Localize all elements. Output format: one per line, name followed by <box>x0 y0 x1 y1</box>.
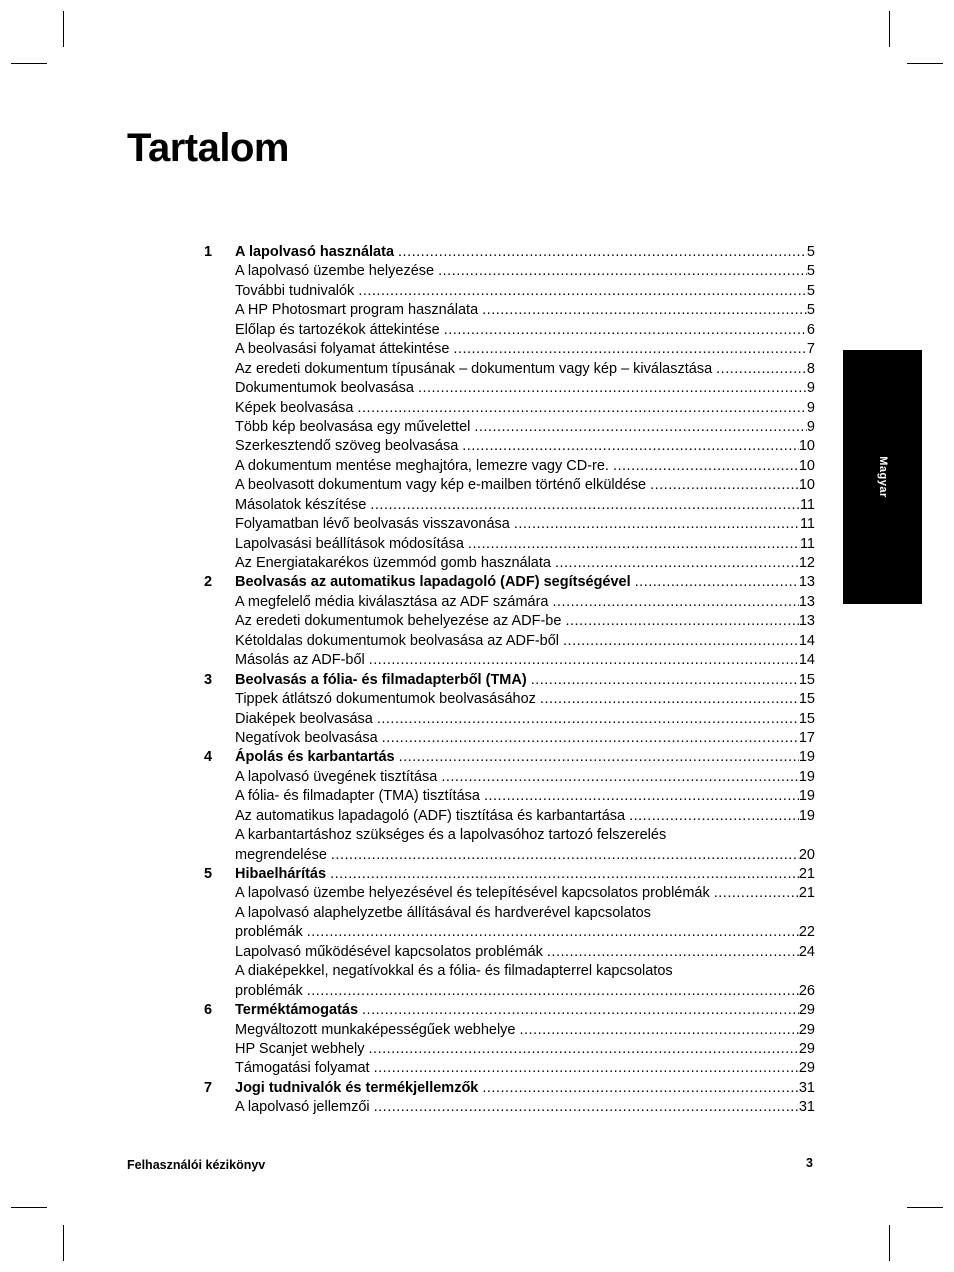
toc-dot-leader <box>358 1001 799 1020</box>
toc-entry <box>235 593 815 612</box>
footer-page-number: 3 <box>806 1156 813 1170</box>
toc-page-number: 19 <box>798 788 815 805</box>
toc-dot-leader <box>559 632 799 651</box>
toc-page-number: 15 <box>798 691 815 708</box>
toc-chapter-row[interactable] <box>204 748 815 767</box>
toc-chapter-number: 3 <box>204 671 213 688</box>
toc-page-number: 5 <box>806 282 815 299</box>
toc-page-number: 13 <box>798 574 815 591</box>
toc-dot-leader <box>625 807 799 826</box>
toc-dot-leader <box>646 476 799 495</box>
toc-entry-row[interactable] <box>204 632 815 651</box>
toc-entry-row[interactable] <box>204 360 815 379</box>
crop-mark-bottom-right-horizontal <box>907 1207 943 1208</box>
toc-page-number: 10 <box>798 457 815 474</box>
toc-entry-title: Jogi tudnivalók és termékjellemzők <box>235 1079 479 1096</box>
toc-entry-title: Az eredeti dokumentumok behelyezése az ADF-be <box>235 613 562 630</box>
toc-page-number: 31 <box>798 1079 815 1096</box>
crop-mark-bottom-right-vertical <box>889 1225 890 1261</box>
toc-entry-title: A fólia- és filmadapter (TMA) tisztítása <box>235 788 480 805</box>
toc-entry-title: A diaképekkel, negatívokkal és a fólia- és filmadapterrel kapcsolatos <box>235 963 673 980</box>
toc-dot-leader <box>303 982 799 1001</box>
toc-dot-leader <box>543 943 799 962</box>
toc-entry-title: Beolvasás a fólia- és filmadapterből (TMA) <box>235 671 527 688</box>
toc-entry-row[interactable] <box>204 923 815 942</box>
toc-page-number: 12 <box>798 555 815 571</box>
toc-entry-row[interactable] <box>204 340 815 359</box>
crop-mark-top-left-horizontal <box>11 63 47 64</box>
toc-page-number: 19 <box>798 768 815 785</box>
toc-dot-leader <box>478 301 807 320</box>
toc-entry <box>235 340 815 359</box>
toc-entry-title: Diaképek beolvasása <box>235 710 373 727</box>
toc-entry <box>235 301 815 320</box>
toc-entry <box>235 768 815 787</box>
toc-entry <box>235 573 815 592</box>
crop-mark-bottom-left-horizontal <box>11 1207 47 1208</box>
toc-entry-title: Ápolás és karbantartás <box>235 749 395 766</box>
language-tab-label: Magyar <box>876 456 889 498</box>
toc-page-number: 19 <box>798 749 815 766</box>
toc-entry-title: Szerkesztendő szöveg beolvasása <box>235 438 459 455</box>
toc-chapter-number: 7 <box>204 1079 213 1096</box>
toc-page-number: 11 <box>799 535 815 552</box>
toc-entry <box>235 243 815 262</box>
toc-dot-leader <box>365 1040 799 1059</box>
toc-entry-title: Terméktámogatás <box>235 1002 359 1019</box>
toc-entry-row[interactable] <box>204 399 815 418</box>
toc-entry <box>235 962 815 981</box>
toc-dot-leader <box>440 321 807 340</box>
toc-page-number: 5 <box>806 244 815 260</box>
toc-entry <box>235 457 815 476</box>
toc-entry-row[interactable] <box>204 710 815 729</box>
toc-dot-leader <box>510 515 800 534</box>
toc-dot-leader <box>326 865 799 884</box>
toc-entry <box>235 262 815 281</box>
toc-entry <box>235 651 815 670</box>
toc-page-number: 7 <box>806 341 815 358</box>
toc-dot-leader <box>394 243 807 262</box>
toc-entry-row[interactable] <box>204 729 815 748</box>
toc-chapter-row[interactable] <box>204 671 815 690</box>
toc-entry <box>235 437 815 456</box>
toc-page-number: 10 <box>798 438 815 455</box>
toc-page-number: 5 <box>806 302 815 319</box>
toc-entry-title: megrendelése <box>235 846 327 863</box>
toc-dot-leader <box>549 593 799 612</box>
toc-dot-leader <box>434 262 807 281</box>
toc-entry-row[interactable] <box>204 768 815 787</box>
toc-entry-row[interactable] <box>204 690 815 709</box>
language-side-tab <box>843 350 922 604</box>
toc-entry-row[interactable] <box>204 457 815 476</box>
crop-mark-top-right-horizontal <box>907 63 943 64</box>
toc-entry <box>235 1001 815 1020</box>
footer-manual-title: Felhasználói kézikönyv <box>127 1158 266 1172</box>
toc-entry-row[interactable] <box>204 476 815 495</box>
toc-entry <box>235 982 815 1001</box>
toc-entry-title: A lapolvasó használata <box>235 244 395 260</box>
toc-entry-title: Kétoldalas dokumentumok beolvasása az ADF-ből <box>235 632 560 649</box>
toc-entry-row[interactable] <box>204 321 815 340</box>
toc-entry <box>235 690 815 709</box>
toc-page-number: 20 <box>798 846 815 863</box>
toc-page-number: 8 <box>806 360 815 377</box>
toc-dot-leader <box>516 1021 799 1040</box>
toc-entry-row[interactable] <box>204 651 815 670</box>
toc-dot-leader <box>527 671 799 690</box>
toc-entry-title: Folyamatban lévő beolvasás visszavonása <box>235 516 510 533</box>
toc-entry-title: Dokumentumok beolvasása <box>235 380 414 397</box>
toc-entry <box>235 515 815 534</box>
toc-entry <box>235 282 815 301</box>
toc-entry <box>235 321 815 340</box>
toc-entry-title: Lapolvasó működésével kapcsolatos problémák <box>235 943 543 960</box>
toc-page-number: 13 <box>798 593 815 610</box>
toc-entry <box>235 884 815 903</box>
toc-entry <box>235 496 815 515</box>
toc-entry <box>235 612 815 631</box>
toc-dot-leader <box>370 1098 799 1117</box>
toc-dot-leader <box>354 282 807 301</box>
toc-chapter-number: 6 <box>204 1002 213 1019</box>
toc-entry-title: Negatívok beolvasása <box>235 729 378 746</box>
toc-entry-row[interactable] <box>204 826 815 845</box>
toc-entry-title: További tudnivalók <box>235 282 355 299</box>
toc-dot-leader <box>464 535 800 554</box>
toc-page-number: 17 <box>798 729 815 746</box>
toc-entry <box>235 904 815 923</box>
toc-dot-leader <box>712 360 807 379</box>
toc-page-number: 24 <box>798 943 815 960</box>
toc-entry-title: Előlap és tartozékok áttekintése <box>235 321 440 338</box>
toc-entry-title: Tippek átlátszó dokumentumok beolvasásához <box>235 691 536 708</box>
toc-page-number: 14 <box>798 652 815 669</box>
toc-dot-leader <box>449 340 807 359</box>
toc-dot-leader <box>370 1059 799 1078</box>
toc-chapter-number: 1 <box>204 244 213 260</box>
toc-entry-row[interactable] <box>204 612 815 631</box>
toc-page-number: 13 <box>798 613 815 630</box>
crop-mark-bottom-left-vertical <box>63 1225 64 1261</box>
toc-page-number: 29 <box>798 1040 815 1057</box>
toc-dot-leader <box>470 418 807 437</box>
toc-entry-row[interactable] <box>204 884 815 903</box>
toc-page-number: 29 <box>798 1021 815 1038</box>
toc-entry-title: HP Scanjet webhely <box>235 1040 365 1057</box>
toc-entry-row[interactable] <box>204 904 815 923</box>
toc-entry-title: A lapolvasó üvegének tisztítása <box>235 768 438 785</box>
toc-entry-title: problémák <box>235 924 303 941</box>
toc-dot-leader <box>478 1079 798 1098</box>
toc-entry-title: A karbantartáshoz szükséges és a lapolvasóhoz tartozó felszerelés <box>235 827 667 844</box>
toc-dot-leader <box>609 457 799 476</box>
toc-entry-row[interactable] <box>204 301 815 320</box>
toc-chapter-number: 4 <box>204 749 213 766</box>
toc-chapter-number: 2 <box>204 574 213 591</box>
toc-entry <box>235 632 815 651</box>
toc-chapter-row[interactable] <box>204 1001 815 1020</box>
toc-entry <box>235 671 815 690</box>
toc-entry <box>235 399 815 418</box>
toc-entry-title: Beolvasás az automatikus lapadagoló (ADF) segítségével <box>235 574 631 591</box>
toc-page-number: 29 <box>798 1002 815 1019</box>
toc-entry-row[interactable] <box>204 496 815 515</box>
toc-entry <box>235 418 815 437</box>
toc-dot-leader <box>458 437 799 456</box>
toc-entry-title: A dokumentum mentése meghajtóra, lemezre vagy CD-re. <box>235 457 609 474</box>
toc-entry-title: A beolvasott dokumentum vagy kép e-mailben történő elküldése <box>235 477 647 494</box>
toc-entry-row[interactable] <box>204 554 815 573</box>
toc-chapter-number: 5 <box>204 866 213 882</box>
toc-entry-row[interactable] <box>204 1021 815 1040</box>
toc-entry-row[interactable] <box>204 787 815 806</box>
toc-page-number: 26 <box>798 982 815 999</box>
toc-entry-title: Hibaelhárítás <box>235 866 327 882</box>
toc-entry <box>235 729 815 748</box>
toc-entry <box>235 535 815 554</box>
toc-page-number: 9 <box>806 380 815 397</box>
toc-entry-row[interactable] <box>204 418 815 437</box>
toc-page-number: 14 <box>798 632 815 649</box>
toc-entry-title: Az Energiatakarékos üzemmód gomb használata <box>235 555 551 571</box>
toc-entry <box>235 923 815 942</box>
toc-entry <box>235 379 815 398</box>
toc-entry <box>235 826 815 845</box>
toc-entry-title: Támogatási folyamat <box>235 1060 370 1077</box>
toc-entry-row[interactable] <box>204 1059 815 1078</box>
toc-entry <box>235 943 815 962</box>
toc-entry-row[interactable] <box>204 262 815 281</box>
toc-entry-title: Másolatok készítése <box>235 496 367 513</box>
toc-entry <box>235 1059 815 1078</box>
toc-dot-leader <box>378 729 799 748</box>
table-of-contents <box>204 243 815 1118</box>
toc-page-number: 21 <box>798 885 815 902</box>
toc-entry <box>235 1040 815 1059</box>
toc-page-number: 11 <box>799 516 815 533</box>
toc-dot-leader <box>373 710 799 729</box>
toc-entry <box>235 1021 815 1040</box>
toc-page-number: 9 <box>806 418 815 435</box>
toc-entry-row[interactable] <box>204 1098 815 1117</box>
toc-chapter-row[interactable] <box>204 1079 815 1098</box>
toc-entry-title: Több kép beolvasása egy művelettel <box>235 418 471 435</box>
toc-entry-title: A lapolvasó alaphelyzetbe állításával és hardverével kapcsolatos <box>235 904 651 921</box>
toc-entry-title: problémák <box>235 982 303 999</box>
toc-entry-row[interactable] <box>204 282 815 301</box>
toc-dot-leader <box>395 748 799 767</box>
toc-entry-title: A lapolvasó üzembe helyezésével és telepítésével kapcsolatos problémák <box>235 885 710 902</box>
toc-dot-leader <box>303 923 799 942</box>
toc-entry <box>235 710 815 729</box>
toc-entry-row[interactable] <box>204 379 815 398</box>
toc-page-number: 5 <box>806 263 815 280</box>
toc-page-number: 19 <box>798 807 815 824</box>
toc-entry-row[interactable] <box>204 846 815 865</box>
toc-dot-leader <box>551 554 799 573</box>
toc-entry-title: Az automatikus lapadagoló (ADF) tisztítása és karbantartása <box>235 807 626 824</box>
toc-page-number: 15 <box>798 710 815 727</box>
toc-entry-title: Az eredeti dokumentum típusának – dokumentum vagy kép – kiválasztása <box>235 360 713 377</box>
toc-dot-leader <box>366 496 800 515</box>
toc-entry <box>235 360 815 379</box>
toc-entry-row[interactable] <box>204 593 815 612</box>
toc-entry <box>235 787 815 806</box>
toc-dot-leader <box>354 399 807 418</box>
toc-dot-leader <box>536 690 799 709</box>
toc-page-number: 6 <box>806 321 815 338</box>
toc-dot-leader <box>561 612 798 631</box>
toc-entry <box>235 476 815 495</box>
toc-entry-title: Másolás az ADF-ből <box>235 652 365 669</box>
toc-dot-leader <box>710 884 799 903</box>
crop-mark-top-left-vertical <box>63 11 64 47</box>
toc-page-number: 21 <box>798 866 815 882</box>
toc-entry-row[interactable] <box>204 807 815 826</box>
toc-entry-title: Képek beolvasása <box>235 399 354 416</box>
toc-entry <box>235 846 815 865</box>
toc-page-number: 15 <box>798 671 815 688</box>
toc-page-number: 11 <box>799 496 815 513</box>
toc-dot-leader <box>631 573 799 592</box>
toc-page-number: 29 <box>798 1060 815 1077</box>
toc-page-number: 31 <box>798 1099 815 1116</box>
crop-mark-top-right-vertical <box>889 11 890 47</box>
toc-entry <box>235 748 815 767</box>
toc-page-number: 10 <box>798 477 815 494</box>
toc-entry-row[interactable] <box>204 437 815 456</box>
toc-entry-row[interactable] <box>204 982 815 1001</box>
toc-entry-title: A lapolvasó jellemzői <box>235 1099 370 1116</box>
toc-entry-title: A HP Photosmart program használata <box>235 302 479 319</box>
toc-dot-leader <box>414 379 807 398</box>
toc-page-number: 9 <box>806 399 815 416</box>
toc-chapter-row[interactable] <box>204 573 815 592</box>
toc-dot-leader <box>437 768 799 787</box>
toc-entry-row[interactable] <box>204 1040 815 1059</box>
page-title: Tartalom <box>127 126 289 170</box>
toc-entry <box>235 1098 815 1117</box>
toc-entry-title: A beolvasási folyamat áttekintése <box>235 341 450 358</box>
toc-entry-title: Megváltozott munkaképességűek webhelye <box>235 1021 516 1038</box>
toc-entry <box>235 554 815 573</box>
toc-dot-leader <box>327 846 799 865</box>
toc-dot-leader <box>480 787 799 806</box>
toc-entry <box>235 865 815 884</box>
toc-entry-title: Lapolvasási beállítások módosítása <box>235 535 464 552</box>
toc-chapter-row[interactable] <box>204 865 815 884</box>
toc-entry-row[interactable] <box>204 962 815 981</box>
toc-dot-leader <box>365 651 799 670</box>
toc-entry-title: A lapolvasó üzembe helyezése <box>235 263 435 280</box>
toc-entry <box>235 1079 815 1098</box>
toc-entry <box>235 807 815 826</box>
toc-entry-row[interactable] <box>204 515 815 534</box>
toc-page-number: 22 <box>798 924 815 941</box>
toc-entry-row[interactable] <box>204 943 815 962</box>
toc-chapter-row[interactable] <box>204 243 815 262</box>
toc-entry-title: A megfelelő média kiválasztása az ADF számára <box>235 593 549 610</box>
toc-entry-row[interactable] <box>204 535 815 554</box>
